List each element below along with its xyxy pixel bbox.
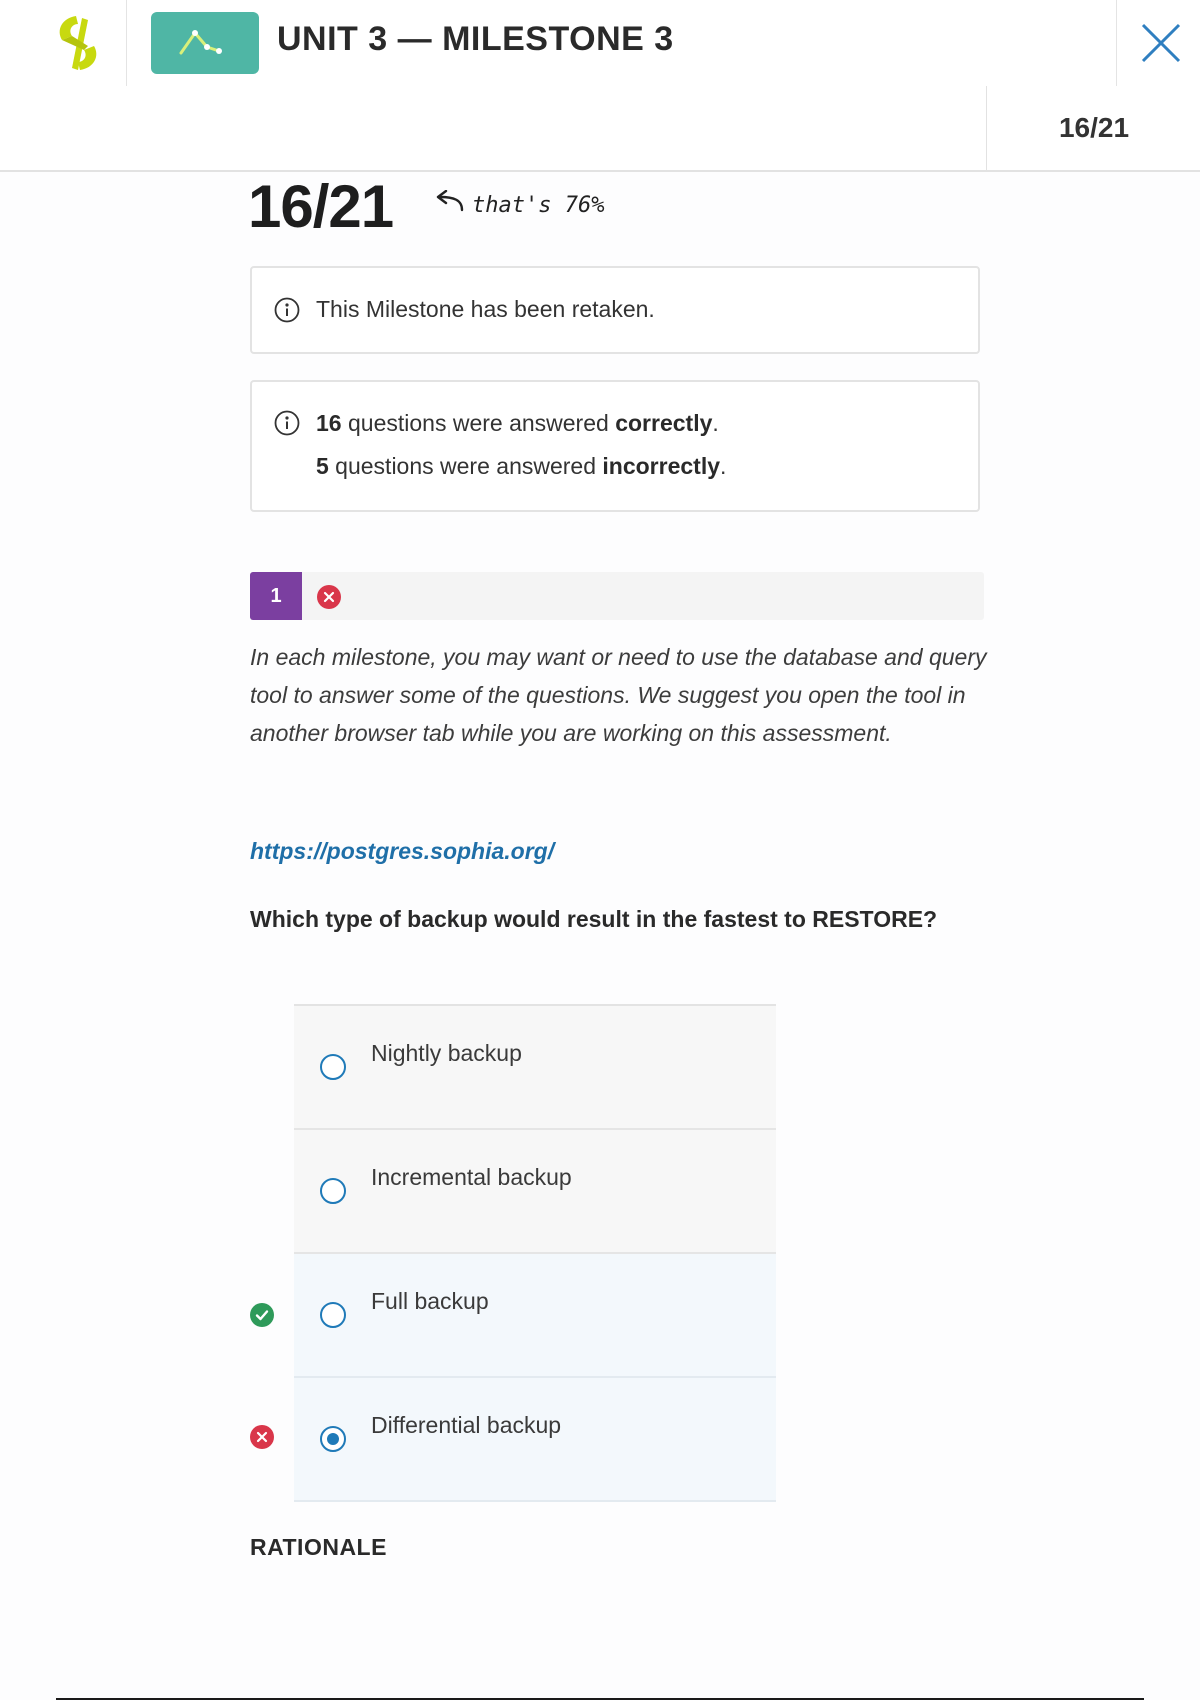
- chart-line-icon: [175, 21, 235, 66]
- database-tool-link[interactable]: https://postgres.sophia.org/: [250, 838, 555, 864]
- close-button[interactable]: [1140, 22, 1182, 64]
- retaken-notice: [250, 266, 980, 354]
- correct-mid-text: questions were answered: [341, 410, 616, 436]
- correct-period: .: [712, 410, 719, 436]
- answer-options: [294, 1004, 776, 1502]
- answer-summary-notice: [250, 380, 980, 512]
- incorrect-x-icon: [249, 1424, 275, 1450]
- radio-button-selected[interactable]: [320, 1426, 346, 1452]
- unit-title: UNIT 3 — MILESTONE 3: [277, 20, 674, 58]
- header-divider: [126, 0, 127, 86]
- incorrect-summary: [316, 453, 726, 480]
- score-percentage-note: that's 76%: [472, 192, 605, 218]
- retaken-text: This Milestone has been retaken.: [316, 296, 655, 322]
- question-instructions: In each milestone, you may want or need to use the database and query tool to answer some of the questions. We suggest you open the tool in another browser tab while you are working on this assessment.: [250, 644, 987, 746]
- progress-bar-row: [0, 86, 1200, 172]
- correct-check-icon: [249, 1302, 275, 1328]
- option-label: Nightly backup: [371, 1040, 522, 1066]
- answer-option[interactable]: [294, 1006, 776, 1130]
- option-label: Differential backup: [371, 1412, 562, 1438]
- curved-arrow-icon: [432, 190, 466, 220]
- radio-button[interactable]: [320, 1054, 346, 1080]
- radio-button[interactable]: [320, 1302, 346, 1328]
- question-prompt: Which type of backup would result in the fastest to RESTORE?: [250, 906, 938, 932]
- close-icon[interactable]: [1140, 51, 1182, 68]
- incorrect-mid-text: questions were answered: [328, 453, 603, 479]
- rationale-heading: RATIONALE: [250, 1534, 387, 1560]
- score-value: 16/21: [248, 173, 394, 240]
- correct-word: correctly: [615, 410, 713, 436]
- answer-option[interactable]: [294, 1130, 776, 1254]
- incorrect-period: .: [720, 453, 727, 479]
- answer-option[interactable]: [294, 1254, 776, 1378]
- unit-badge: [151, 12, 259, 74]
- question-number-badge: 1: [250, 572, 302, 620]
- sophia-logo-icon[interactable]: [52, 14, 104, 72]
- header-divider-right: [1116, 0, 1117, 86]
- results-content: [0, 172, 1200, 1700]
- radio-button[interactable]: [320, 1178, 346, 1204]
- progress-counter: 16/21: [986, 86, 1200, 170]
- score-note: [432, 190, 604, 220]
- incorrect-count: 5: [316, 453, 329, 479]
- correct-summary: [316, 410, 719, 437]
- correct-count: 16: [316, 410, 342, 436]
- incorrect-status-icon: [316, 584, 342, 610]
- question-header: [250, 572, 984, 620]
- option-label: Incremental backup: [371, 1164, 572, 1190]
- top-header: [0, 0, 1200, 86]
- incorrect-word: incorrectly: [602, 453, 721, 479]
- info-icon: [274, 297, 300, 323]
- option-label: Full backup: [371, 1288, 489, 1314]
- info-icon: [274, 410, 300, 436]
- answer-option-selected[interactable]: [294, 1378, 776, 1502]
